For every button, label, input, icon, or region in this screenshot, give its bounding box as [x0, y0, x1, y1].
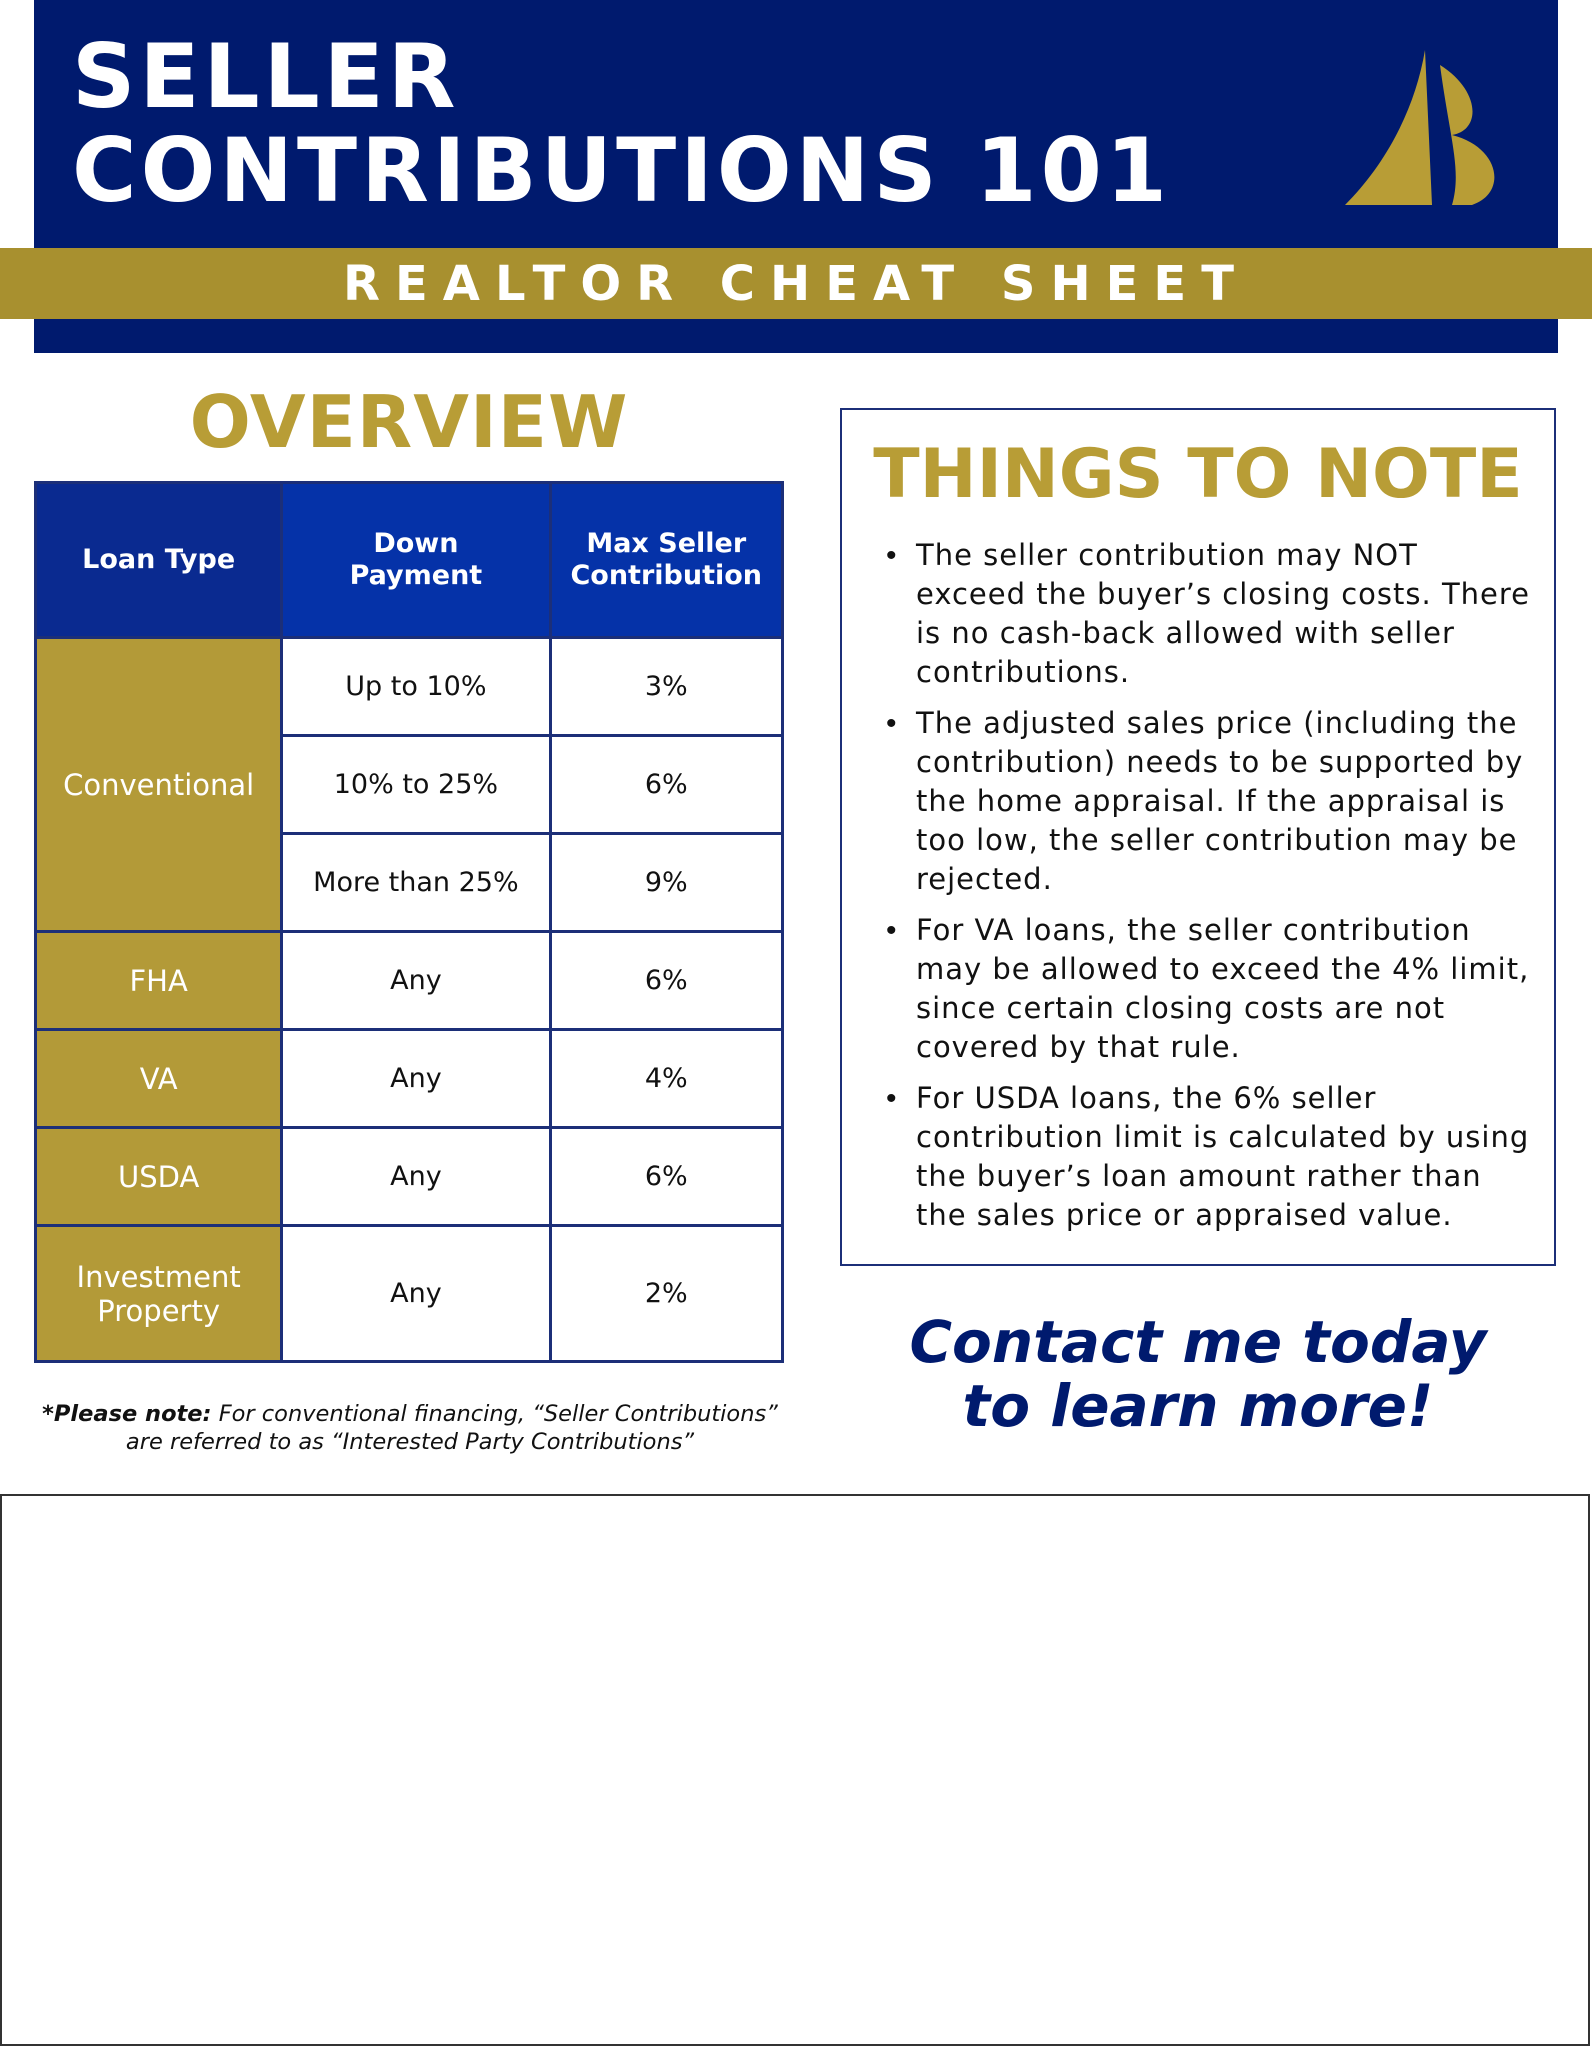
page-title-line1: SELLER: [72, 25, 460, 128]
table-row: [36, 1128, 783, 1226]
page-title-line2: CONTRIBUTIONS 101: [72, 119, 1172, 222]
down-payment-cell: More than 25%: [282, 834, 550, 932]
contact-line1: Contact me today: [909, 1308, 1487, 1376]
overview-heading: OVERVIEW: [189, 380, 629, 464]
blank-contact-area: [0, 1494, 1590, 2046]
max-contribution-cell: 6%: [550, 736, 783, 834]
header-down-payment: [282, 483, 550, 638]
loan-type-cell: Conventional: [36, 638, 282, 932]
loan-type-cell: VA: [36, 1030, 282, 1128]
notes-list: [842, 536, 1554, 1235]
footnote-line2: are referred to as “Interested Party Contributions”: [125, 1429, 695, 1455]
down-payment-cell: Any: [282, 1128, 550, 1226]
table-header-row: [36, 483, 783, 638]
down-payment-cell: Up to 10%: [282, 638, 550, 736]
bullet-icon: •: [886, 914, 897, 947]
note-text: The seller contribution may NOT exceed the buyer’s closing costs. There is no cash-back allowed with seller contributions.: [916, 538, 1531, 689]
max-contribution-cell: 4%: [550, 1030, 783, 1128]
table-row: [36, 638, 783, 736]
note-text: For VA loans, the seller contribution may be allowed to exceed the 4% limit, since certain closing costs are not covered by that rule.: [916, 913, 1530, 1064]
list-item: [886, 1079, 1554, 1235]
overview-table: [34, 481, 784, 1363]
page-title: [72, 25, 1172, 222]
table-row: [36, 1030, 783, 1128]
bullet-icon: •: [886, 707, 897, 740]
header-max-seller-line2: Contribution: [570, 560, 763, 591]
bullet-icon: •: [886, 539, 897, 572]
footnote-label: *Please note:: [42, 1401, 212, 1427]
note-text: For USDA loans, the 6% seller contribution limit is calculated by using the buyer’s loan amount rather than the sales price or appraised value.: [916, 1081, 1530, 1232]
list-item: [886, 911, 1554, 1067]
max-contribution-cell: 6%: [550, 932, 783, 1030]
note-text: The adjusted sales price (including the contribution) needs to be supported by the home appraisal. If the appraisal is too low, the seller contribution may be rejected.: [916, 706, 1524, 896]
subtitle-banner: [0, 248, 1592, 319]
sail-logo-icon: [1340, 45, 1510, 210]
list-item: [886, 536, 1554, 692]
bullet-icon: •: [886, 1082, 897, 1115]
max-contribution-cell: 3%: [550, 638, 783, 736]
down-payment-cell: Any: [282, 1226, 550, 1362]
header-max-seller-line1: Max Seller: [586, 528, 747, 559]
max-contribution-cell: 6%: [550, 1128, 783, 1226]
things-to-note-box: [840, 408, 1556, 1266]
subtitle-text: REALTOR CHEAT SHEET: [343, 255, 1249, 312]
down-payment-cell: 10% to 25%: [282, 736, 550, 834]
things-to-note-heading: THINGS TO NOTE: [873, 435, 1523, 514]
loan-type-line2: Property: [97, 1293, 220, 1328]
table-row: [36, 932, 783, 1030]
contact-call-to-action: [840, 1310, 1556, 1438]
list-item: [886, 704, 1554, 899]
max-contribution-cell: 2%: [550, 1226, 783, 1362]
contact-line2: to learn more!: [962, 1372, 1434, 1440]
down-payment-cell: Any: [282, 932, 550, 1030]
header-max-seller-contribution: [550, 483, 783, 638]
table-row: [36, 1226, 783, 1362]
max-contribution-cell: 9%: [550, 834, 783, 932]
header-down-payment-line2: Payment: [349, 560, 483, 591]
loan-type-cell: FHA: [36, 932, 282, 1030]
loan-type-cell: USDA: [36, 1128, 282, 1226]
header-loan-type: Loan Type: [36, 483, 282, 638]
loan-type-cell: [36, 1226, 282, 1362]
footnote: [20, 1400, 800, 1456]
down-payment-cell: Any: [282, 1030, 550, 1128]
footnote-line1: For conventional financing, “Seller Contributions”: [211, 1401, 778, 1427]
loan-type-line1: Investment: [76, 1259, 241, 1294]
header-down-payment-line1: Down: [373, 528, 459, 559]
